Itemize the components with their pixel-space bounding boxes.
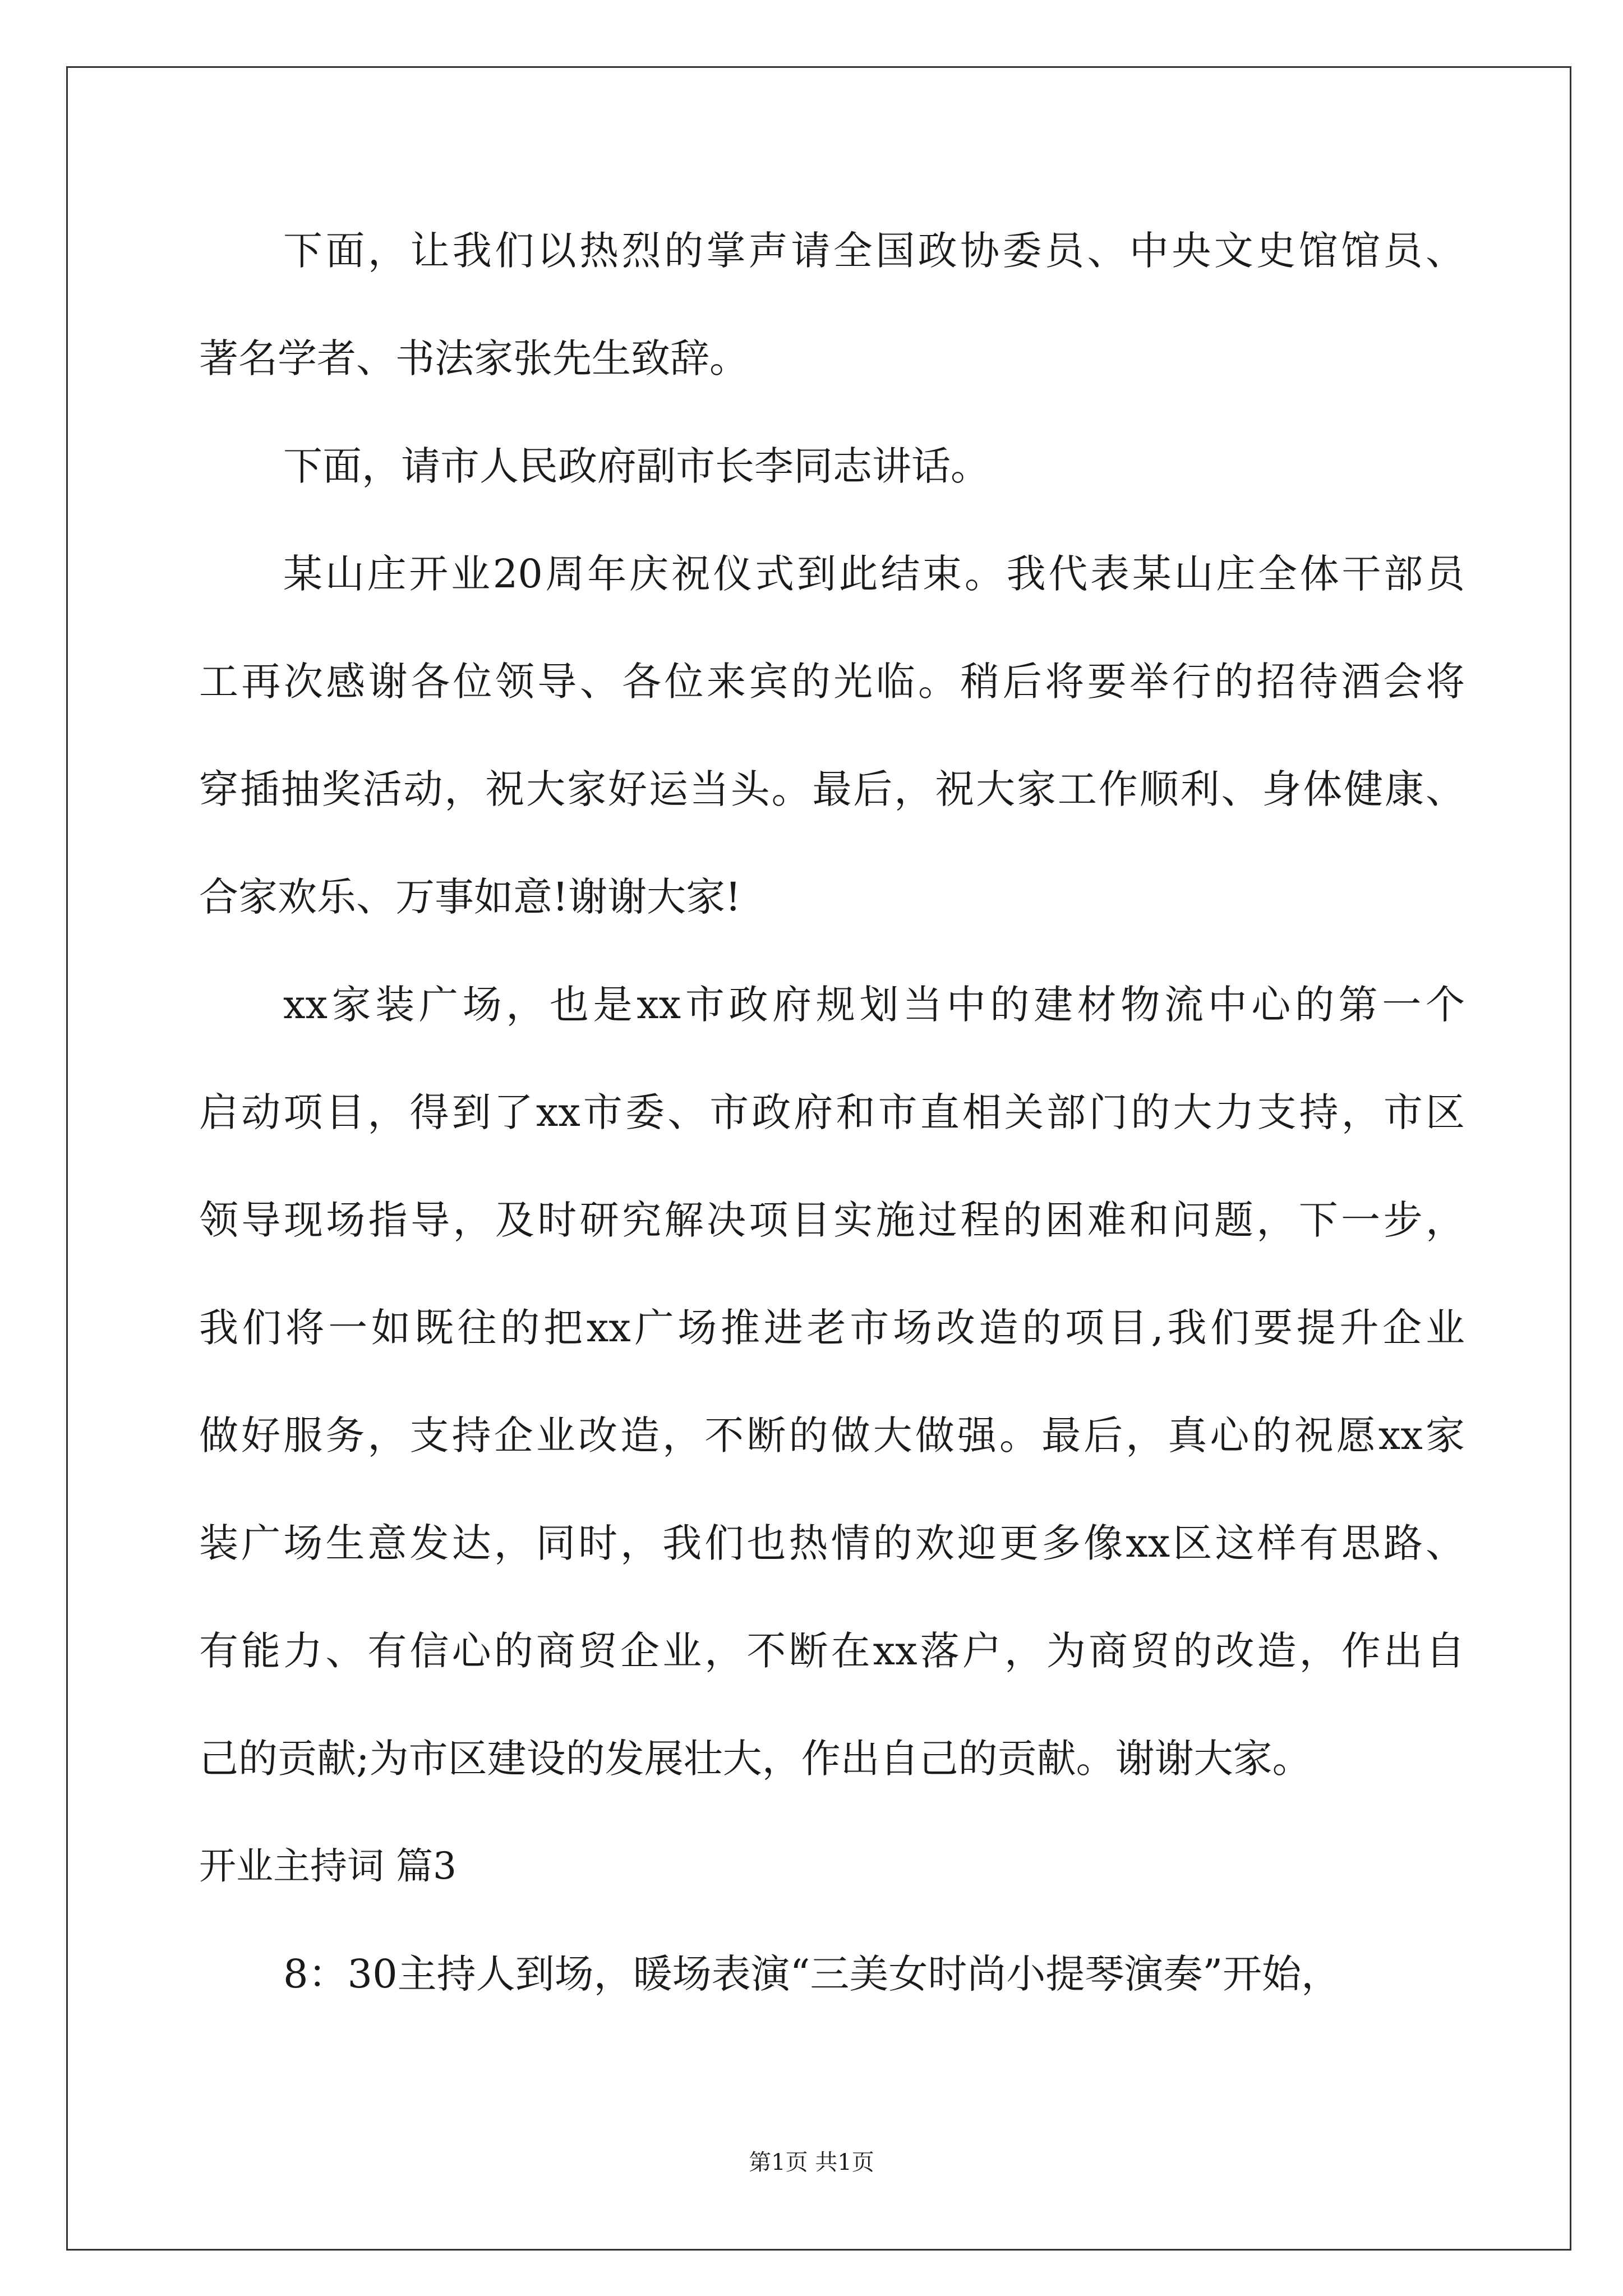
paragraph-line: 领导现场指导，及时研究解决项目实施过程的困难和问题，下一步， [199, 1197, 1465, 1243]
paragraph-line: 下面，让我们以热烈的掌声请全国政协委员、中央文史馆馆员、 [283, 228, 1465, 274]
paragraph-line: 有能力、有信心的商贸企业，不断在xx落户，为商贸的改造，作出自 [199, 1628, 1465, 1674]
paragraph-line: 著名学者、书法家张先生致辞。 [199, 335, 749, 381]
paragraph-line: 启动项目，得到了xx市委、市政府和市直相关部门的大力支持，市区 [199, 1089, 1465, 1135]
paragraph-line: 做好服务，支持企业改造，不断的做大做强。最后，真心的祝愿xx家 [199, 1412, 1465, 1458]
paragraph-line: 己的贡献;为市区建设的发展壮大，作出自己的贡献。谢谢大家。 [199, 1736, 1312, 1782]
section-heading: 开业主持词 篇3 [199, 1844, 457, 1888]
paragraph-line: 下面，请市人民政府副市长李同志讲话。 [283, 443, 990, 489]
paragraph-line: 8：30主持人到场，暖场表演“三美女时尚小提琴演奏”开始， [283, 1951, 1341, 1997]
paragraph-line: 我们将一如既往的把xx广场推进老市场改造的项目,我们要提升企业 [199, 1305, 1465, 1351]
paragraph-line: 合家欢乐、万事如意!谢谢大家! [199, 874, 741, 920]
paragraph-line: 工再次感谢各位领导、各位来宾的光临。稍后将要举行的招待酒会将 [199, 659, 1465, 705]
paragraph-line: 某山庄开业20周年庆祝仪式到此结束。我代表某山庄全体干部员 [283, 551, 1465, 597]
paragraph-line: 装广场生意发达，同时，我们也热情的欢迎更多像xx区这样有思路、 [199, 1520, 1465, 1566]
paragraph-line: xx家装广场，也是xx市政府规划当中的建材物流中心的第一个 [283, 982, 1465, 1028]
paragraph-line: 穿插抽奖活动，祝大家好运当头。最后，祝大家工作顺利、身体健康、 [199, 766, 1465, 812]
page-number-footer: 第1页 共1页 [749, 2150, 874, 2175]
